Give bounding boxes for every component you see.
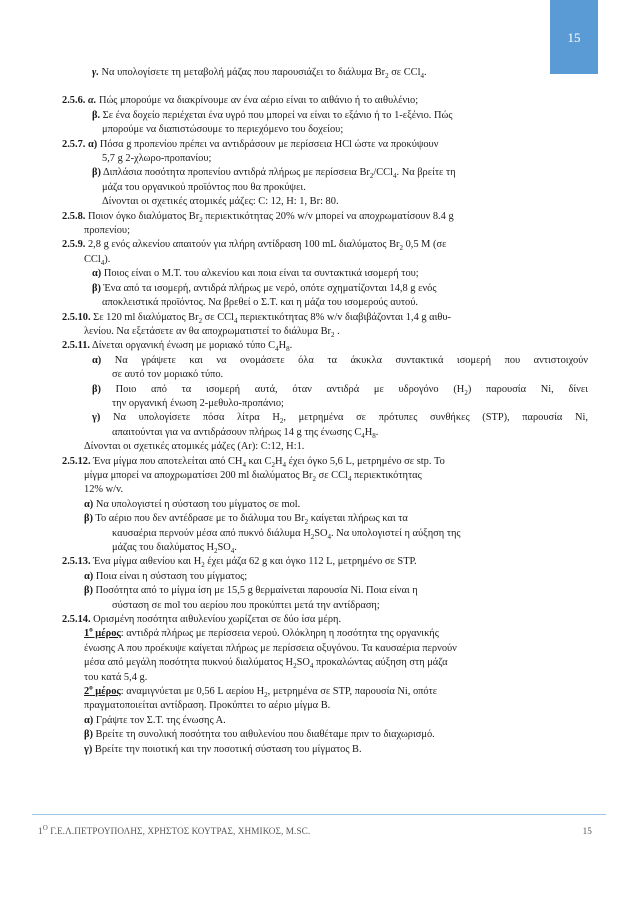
exercise-line: γ. Να υπολογίσετε τη μεταβολή μάζας που παρουσιάζει το διάλυμα $Br_2$ σε CCl$_4$. — [92, 67, 427, 81]
exercise-line: α) Να γράψετε και να ονομάσετε όλα τα άκυκλα συντακτικά ισομερή που αντιστοιχούν — [92, 354, 588, 366]
exercise-line: πραγματοποιείται αντίδραση. Προκύπτει το αέριο μίγμα Β. — [84, 700, 331, 712]
exercise-line: CCl$_4$). — [84, 253, 111, 267]
exercise-line: β) Βρείτε τη συνολική ποσότητα του αιθυλενίου που διαθέταμε πριν το διαχωρισμό. — [84, 729, 435, 741]
exercise-line: του κατά 5,4 g. — [84, 671, 148, 683]
exercise-line: β) Ένα από τα ισομερή, αντιδρά πλήρως με νερό, οπότε σχηματίζονται 14,8 g ενός — [92, 282, 437, 294]
exercise-line: απαιτούνται για να αντιδράσουν πλήρως 14 g της ένωσης $C_4H_8$. — [112, 426, 379, 440]
exercise-line: μπορούμε να διαπιστώσουμε το περιεχόμενο του δοχείου; — [102, 124, 344, 136]
exercise-line: β) Το αέριο που δεν αντέδρασε με το διάλυμα του $Br_2$ καίγεται πλήρως και τα — [84, 513, 408, 527]
exercise-line: $2^o$ μέρος: αναμιγνύεται με 0,56 L αερίου $H_2$, μετρημένα σε STP, παρουσία Ni, οπότε — [84, 683, 438, 700]
exercise-line: 2.5.7. α) Πόσα g προπενίου πρέπει να αντιδράσουν με περίσσεια HCl ώστε να προκύψουν — [62, 138, 439, 150]
exercise-line: β) Ποσότητα από το μίγμα ίση με 15,5 g θερμαίνεται παρουσία Ni. Ποια είναι η — [84, 585, 418, 597]
exercise-line: 2.5.12. Ένα μίγμα που αποτελείται από $CH_4$ και $C_2H_4$ έχει όγκο 5,6 L, μετρημένο σε stp. Το — [62, 455, 445, 469]
exercise-content — [62, 66, 588, 757]
exercise-line: την οργανική ένωση 2-μεθυλο-προπάνιο; — [112, 397, 284, 409]
exercise-line: γ) Βρείτε την ποιοτική και την ποσοτική σύσταση του μίγματος Β. — [84, 743, 362, 755]
exercise-line: Δίνονται οι σχετικές ατομικές μάζες: C: 12, H: 1, Br: 80. — [102, 196, 339, 208]
exercise-line: 2.5.9. 2,8 g ενός αλκενίου απαιτούν για πλήρη αντίδραση 100 mL διαλύματος $Br_2$ 0,5 M (σε — [62, 239, 447, 253]
exercise-line: 2.5.6. α. Πώς μπορούμε να διακρίνουμε αν ένα αέριο είναι το αιθάνιο ή το αιθυλένιο; — [62, 95, 419, 107]
exercise-line: 2.5.11. Δίνεται οργανική ένωση με μοριακό τύπο $C_4H_8$. — [62, 340, 293, 354]
exercise-line: α) Να υπολογιστεί η σύσταση του μίγματος σε mol. — [84, 498, 301, 510]
exercise-line: 2.5.14. Ορισμένη ποσότητα αιθυλενίου χωρίζεται σε δύο ίσα μέρη. — [62, 614, 342, 626]
exercise-line: σύσταση σε mol του αερίου που προκύπτει μετά την αντίδραση; — [112, 599, 380, 611]
exercise-line: 12% w/v. — [84, 484, 124, 496]
exercise-line: μέσα από μεγάλη ποσότητα πυκνού διαλύματος $H_2SO_4$ προκαλώντας αύξηση στη μάζα — [84, 657, 448, 671]
exercise-line: γ) Να υπολογίσετε πόσα λίτρα $H_2$, μετρημένα σε πρότυπες συνθήκες (STP), παρουσία Ni, — [92, 412, 588, 426]
exercise-line: λενίου. Να εξετάσετε αν θα αποχρωματιστεί το διάλυμα $Br_2$ . — [84, 325, 340, 339]
exercise-line: 5,7 g 2-χλωρο-προπανίου; — [102, 153, 212, 165]
exercise-line: σε αυτό τον μοριακό τύπο. — [112, 369, 224, 381]
exercise-line: β) Διπλάσια ποσότητα προπενίου αντιδρά πλήρως με περίσσεια $Br_2/CCl_4$. Να βρείτε τη — [92, 167, 456, 181]
exercise-line: α) Ποια είναι η σύσταση του μίγματος; — [84, 570, 248, 582]
page-number-top: 15 — [567, 30, 581, 45]
footer-text: $1^O$ Γ.Ε.Λ.ΠΕΤΡΟΥΠΟΛΗΣ, ΧΡΗΣΤΟΣ ΚΟΥΤΡΑΣ, ΧΗΜΙΚΟΣ, M.SC. — [38, 823, 311, 836]
exercise-line: β. Σε ένα δοχείο περιέχεται ένα υγρό που μπορεί να είναι το εξάνιο ή το 1-εξένιο. Πώς — [92, 109, 453, 121]
exercise-line: μίγμα μπορεί να αποχρωματίσει 200 ml διαλύματος $Br_2$ σε CCl$_4$ περιεκτικότητας — [84, 469, 422, 484]
exercise-line: καυσαέρια περνούν μέσα από πυκνό διάλυμα $H_2SO_4$. Να υπολογιστεί η αύξηση της — [112, 527, 461, 541]
exercise-line: ένωσης Α που προέκυψε καίγεται πλήρως με περίσσεια οξυγόνου. Τα καυσαέρια περνούν — [84, 642, 457, 654]
exercise-line: 2.5.8. Ποιον όγκο διαλύματος $Br_2$ περιεκτικότητας 20% w/v μπορεί να αποχρωματίσουν 8.4 g — [62, 210, 454, 224]
exercise-line: προπενίου; — [84, 225, 130, 237]
exercise-line: μάζα του οργανικού προϊόντος που θα προκύψει. — [102, 181, 306, 193]
exercise-line: β) Ποιο από τα ισομερή αυτά, όταν αντιδρά με υδρογόνο $(H_2)$ παρουσία Ni, δίνει — [92, 383, 588, 397]
exercise-line: α) Ποιος είναι ο Μ.Τ. του αλκενίου και ποια είναι τα συντακτικά ισομερή του; — [92, 268, 419, 280]
exercise-line: μάζας του διαλύματος $H_2SO_4$. — [112, 542, 237, 556]
exercise-line: 2.5.10. Σε 120 ml διαλύματος $Br_2$ σε CCl$_4$ περιεκτικότητας 8% w/v διαβιβάζονται 1,4 g αιθυ- — [62, 311, 451, 325]
footer-divider — [32, 814, 606, 815]
exercise-line: 2.5.13. Ένα μίγμα αιθενίου και $H_2$ έχει μάζα 62 g και όγκο 112 L, μετρημένο σε STP. — [62, 556, 417, 570]
footer-page-number: 15 — [582, 826, 592, 836]
exercise-line: Δίνονται οι σχετικές ατομικές μάζες (Ar): C:12, H:1. — [84, 441, 305, 453]
exercise-line: α) Γράψτε τον Σ.Τ. της ένωσης Α. — [84, 714, 226, 726]
exercise-line: αποκλειστικά προϊόντος. Να βρεθεί ο Σ.Τ. και η μάζα του ισομερούς αυτού. — [102, 297, 418, 309]
page-corner-tab — [550, 0, 598, 74]
exercise-line: $1^o$ μέρος: αντιδρά πλήρως με περίσσεια νερού. Ολόκληρη η ποσότητα της οργανικής — [84, 625, 439, 640]
